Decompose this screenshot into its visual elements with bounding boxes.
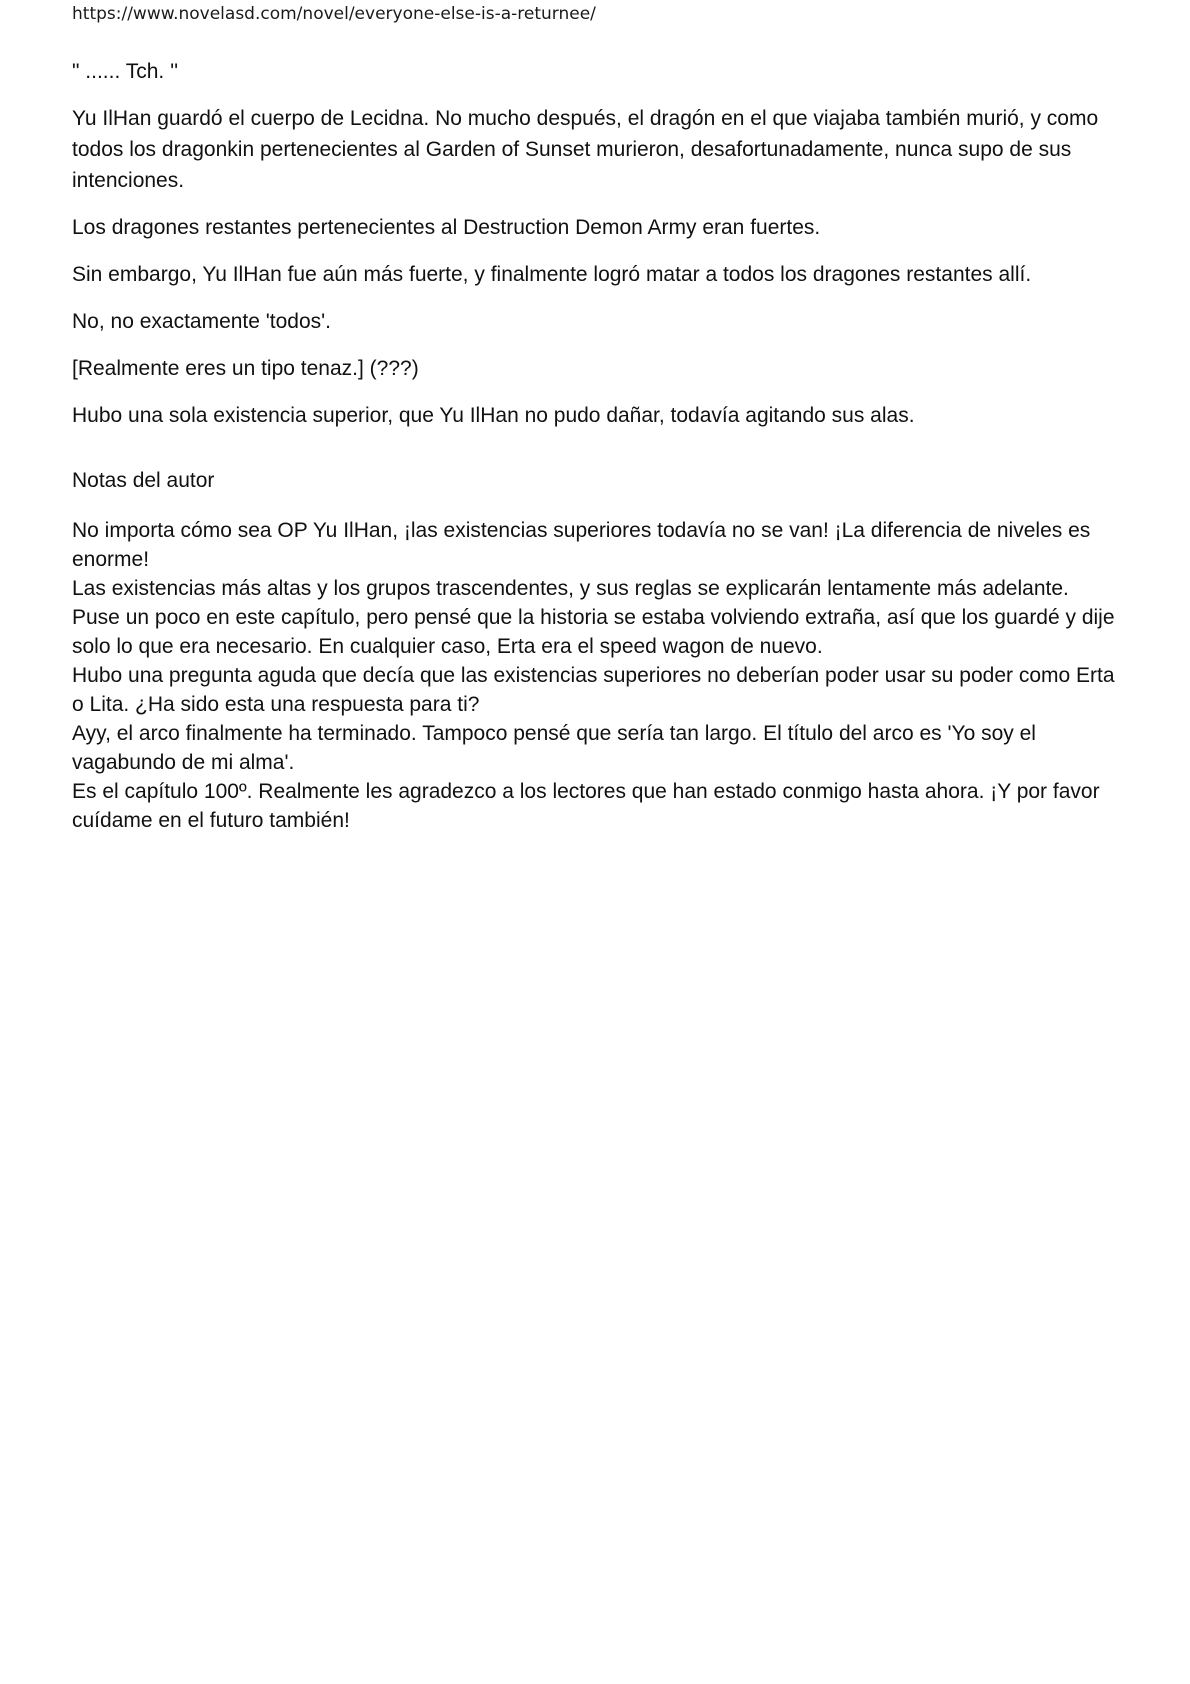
note-line: Es el capítulo 100º. Realmente les agradezco a los lectores que han estado conmigo hasta ahora. ¡Y por favor cuídame en el futuro también! [72,780,1100,832]
note-line: No importa cómo sea OP Yu IlHan, ¡las existencias superiores todavía no se van! ¡La diferencia de niveles es enorme! [72,519,1091,571]
page-url: https://www.novelasd.com/novel/everyone-else-is-a-returnee/ [72,4,596,24]
paragraph: Los dragones restantes pertenecientes al Destruction Demon Army eran fuertes. [72,216,821,239]
paragraph: No, no exactamente 'todos'. [72,310,332,333]
author-notes [72,516,1122,835]
paragraph: Hubo una sola existencia superior, que Yu IlHan no pudo dañar, todavía agitando sus alas. [72,404,915,427]
paragraph: [Realmente eres un tipo tenaz.] (???) [72,357,419,380]
note-line: Hubo una pregunta aguda que decía que las existencias superiores no deberían poder usar su poder como Erta o Lita. ¿Ha sido esta una respuesta para ti? [72,664,1115,716]
note-line: Las existencias más altas y los grupos trascendentes, y sus reglas se explicarán lentamente más adelante. [72,577,1069,600]
paragraph: Sin embargo, Yu IlHan fue aún más fuerte, y finalmente logró matar a todos los dragones restantes allí. [72,263,1032,286]
chapter-content [72,56,1122,835]
note-line: Puse un poco en este capítulo, pero pensé que la historia se estaba volviendo extraña, así que los guardé y dije solo lo que era necesario. En cualquier caso, Erta era el speed wagon de nuevo. [72,606,1115,658]
paragraph: " ...... Tch. '' [72,60,179,83]
author-notes-title: Notas del autor [72,469,215,492]
paragraph: Yu IlHan guardó el cuerpo de Lecidna. No mucho después, el dragón en el que viajaba también murió, y como todos los dragonkin pertenecientes al Garden of Sunset murieron, desafortunadamente, nunca supo de sus intenciones. [72,107,1099,192]
note-line: Ayy, el arco finalmente ha terminado. Tampoco pensé que sería tan largo. El título del arco es 'Yo soy el vagabundo de mi alma'. [72,722,1036,774]
